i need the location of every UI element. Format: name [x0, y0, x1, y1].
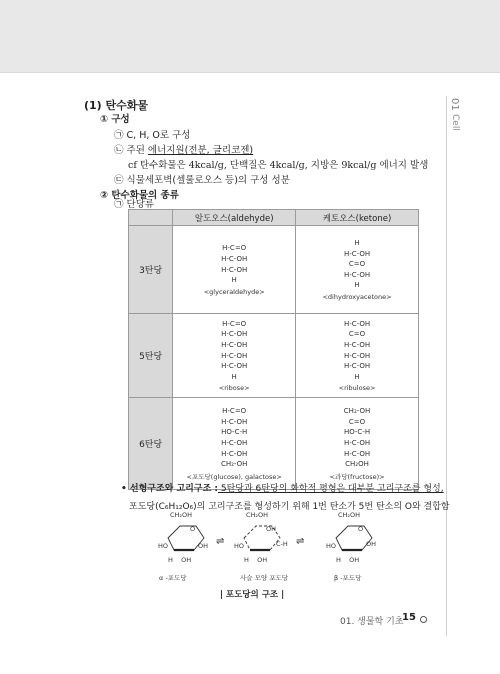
keto-caption: <dihydroxyacetone> — [322, 292, 392, 301]
structure-line: H — [354, 372, 360, 381]
composition-a: ㉠ C, H, O로 구성 — [114, 130, 191, 141]
types-heading: ② 탄수화물의 종류 — [100, 190, 179, 201]
structure-line: H-C-OH — [343, 439, 371, 447]
alpha-oh-right: OH — [198, 542, 209, 550]
aldose-structure-cell — [173, 398, 296, 490]
structure-line: H-C-OH — [343, 319, 371, 328]
alpha-label: α -포도당 — [159, 574, 187, 582]
structure-line: H-C-OH — [343, 249, 371, 258]
structure-line: H — [354, 281, 360, 290]
structure-line: CH₂-OH — [343, 407, 371, 416]
structure-line: H — [231, 276, 237, 285]
table-row — [129, 398, 419, 490]
chain-glucose-ring — [236, 516, 286, 558]
chapter-number: 01 — [449, 98, 460, 111]
ketose-structure-cell — [296, 314, 419, 398]
structure-line: H-C=O — [222, 244, 247, 253]
chain-ch2oh: CH₂OH — [246, 511, 269, 519]
aldo-structure — [173, 319, 295, 383]
structure-line: H-C=O — [222, 319, 247, 328]
table-row — [129, 226, 419, 314]
ring-note — [121, 481, 450, 512]
alpha-ch2oh: CH₂OH — [170, 511, 193, 519]
structure-line: H-C-OH — [343, 449, 371, 458]
structure-line: H-C-OH — [343, 351, 371, 360]
structure-line: HO-C-H — [343, 428, 371, 437]
chapter-label: Cell — [450, 114, 460, 131]
chain-oh-left: HO — [234, 542, 245, 550]
aldo-structure — [173, 243, 295, 285]
aldose-structure-cell — [173, 314, 296, 398]
composition-heading: ① 구성 — [100, 114, 130, 125]
aldo-caption: <포도당(glucose), galactose> — [186, 472, 282, 481]
composition-b-prefix: ㉡ 주된 — [114, 145, 148, 156]
page-circle-icon — [420, 616, 427, 623]
keto-structure — [296, 238, 418, 291]
structure-line: CH₂OH — [345, 460, 369, 469]
structure-line: CH₂-OH — [220, 460, 248, 469]
structure-line: C=O — [348, 417, 366, 426]
chapter-side-tab — [448, 98, 470, 134]
structure-line: H-C=O — [222, 407, 247, 416]
aldo-caption: <glyceraldehyde> — [203, 287, 265, 296]
composition-b — [114, 145, 253, 157]
structure-line: H-C-OH — [343, 362, 371, 371]
structure-line: H-C-OH — [221, 330, 248, 339]
equilibrium-arrow-right: ⇌ — [296, 536, 305, 547]
chain-label: 사슬 모양 포도당 — [240, 574, 289, 582]
structure-line: H-C-OH — [221, 439, 248, 447]
page-number: 15 — [402, 612, 416, 623]
composition-cf: cf 탄수화물은 4kcal/g, 단백질은 4kcal/g, 지방은 9kcal/g 에너지 발생 — [128, 160, 429, 171]
alpha-glucose-ring — [160, 516, 210, 558]
keto-caption: <과당(fructose)> — [329, 472, 385, 481]
beta-label: β -포도당 — [334, 574, 362, 582]
row-label: 5탄당 — [129, 314, 173, 398]
structure-line: H — [231, 372, 237, 381]
structure-line: H-C-OH — [221, 265, 248, 274]
structure-line: H-C-OH — [221, 340, 248, 349]
side-divider — [446, 96, 447, 636]
ring-note-line1: 5탄당과 6탄당의 화학적 평형은 대부분 고리구조를 형성, — [218, 484, 444, 494]
row-label: 6탄당 — [129, 398, 173, 490]
structure-line: H-C-OH — [221, 449, 248, 458]
structure-line: C=O — [348, 260, 366, 269]
chain-oh: OH — [266, 525, 277, 533]
ketose-structure-cell — [296, 226, 419, 314]
ring-note-bold: • 선형구조와 고리구조 : — [121, 484, 218, 494]
composition-c: ㉢ 식물세포벽(셀룰로오스 등)의 구성 성분 — [114, 175, 290, 186]
composition-b-link: 에너지원(전분, 글리코젠) — [147, 145, 254, 156]
table-corner — [129, 210, 173, 226]
aldo-caption: <ribose> — [218, 384, 250, 393]
keto-caption: <ribulose> — [338, 384, 376, 393]
structure-line: H-C-OH — [221, 254, 248, 263]
types-monosaccharide: ㉠ 단당류 — [114, 199, 155, 210]
structure-line: C=O — [348, 330, 366, 339]
alpha-oh-left: HO — [158, 542, 169, 550]
col-ketone: 케토오스(ketone) — [296, 210, 419, 226]
top-band — [0, 0, 500, 73]
beta-o: O — [358, 525, 364, 533]
structure-line: H-C-OH — [343, 340, 371, 349]
keto-structure — [296, 319, 418, 383]
footer-chapter: 01. 생물학 기초 — [340, 617, 404, 627]
aldose-structure-cell — [173, 226, 296, 314]
structure-line: H — [354, 239, 360, 248]
figure-caption: | 포도당의 구조 | — [219, 590, 285, 600]
alpha-h: H OH — [168, 556, 192, 564]
alpha-o: O — [190, 525, 196, 533]
equilibrium-arrow-left: ⇌ — [216, 536, 225, 547]
beta-glucose-ring — [328, 516, 378, 558]
section-title: (1) 탄수화물 — [84, 99, 149, 112]
ketose-structure-cell — [296, 398, 419, 490]
ring-note-line2: 포도당(C₆H₁₂O₆)의 고리구조를 형성하기 위해 1번 탄소가 5번 탄소의 O와 결합함 — [129, 502, 450, 512]
beta-oh-right: OH — [366, 540, 377, 548]
beta-h: H OH — [336, 556, 360, 564]
structure-line: H-C-OH — [221, 362, 248, 371]
table-row — [129, 314, 419, 398]
chain-co: C-H — [276, 540, 288, 548]
structure-line: H-C-OH — [221, 351, 248, 360]
beta-ch2oh: CH₂OH — [338, 511, 361, 519]
col-aldehyde: 알도오스(aldehyde) — [173, 210, 296, 226]
chain-h: H OH — [244, 556, 268, 564]
monosaccharide-table — [128, 209, 419, 490]
structure-line: HO-C-H — [221, 428, 248, 437]
structure-line: H-C-OH — [221, 417, 248, 426]
row-label: 3탄당 — [129, 226, 173, 314]
beta-oh-left: HO — [326, 542, 337, 550]
aldo-structure — [173, 406, 295, 470]
structure-line: H-C-OH — [343, 270, 371, 279]
keto-structure — [296, 406, 418, 470]
